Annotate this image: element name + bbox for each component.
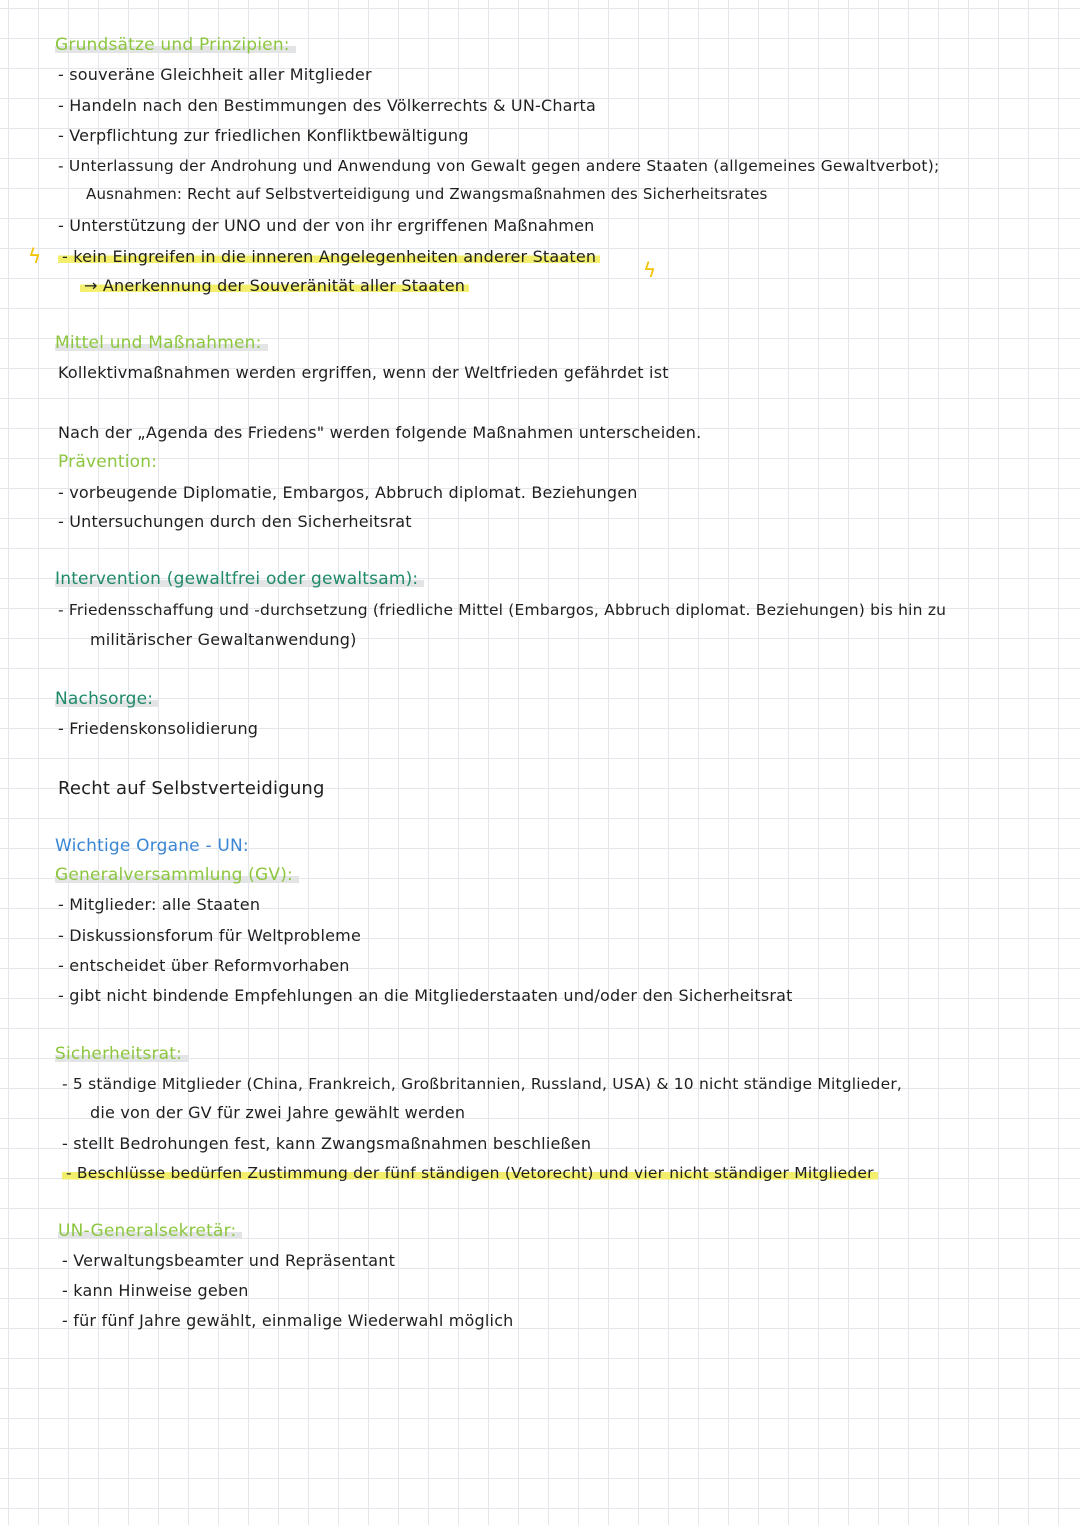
grundsaetze-item: Ausnahmen: Recht auf Selbstverteidigung und Zwangsmaßnahmen des Sicherheitsrates <box>86 185 768 203</box>
grundsaetze-item: - Unterstützung der UNO und der von ihr ergriffenen Maßnahmen <box>58 216 595 235</box>
nachsorge-heading: Nachsorge: <box>55 688 159 710</box>
praevention-item: - Untersuchungen durch den Sicherheitsrat <box>58 512 412 531</box>
praevention-item: - vorbeugende Diplomatie, Embargos, Abbruch diplomat. Beziehungen <box>58 483 638 502</box>
intervention-heading: Intervention (gewaltfrei oder gewaltsam): <box>55 568 424 590</box>
grundsaetze-heading: Grundsätze und Prinzipien: <box>55 34 296 56</box>
gs-item: - Verwaltungsbeamter und Repräsentant <box>62 1251 396 1270</box>
mittel-heading: Mittel und Maßnahmen: <box>55 332 268 354</box>
sr-item: - 5 ständige Mitglieder (China, Frankreich, Großbritannien, Russland, USA) & 10 nicht ständige Mitglieder, <box>62 1075 903 1093</box>
gv-item: - Diskussionsforum für Weltprobleme <box>58 926 361 945</box>
grundsaetze-item: - Verpflichtung zur friedlichen Konfliktbewältigung <box>58 126 469 145</box>
praevention-heading: Prävention: <box>58 452 158 472</box>
intervention-item: - Friedensschaffung und -durchsetzung (friedliche Mittel (Embargos, Abbruch diplomat. Beziehungen) bis hin zu <box>58 601 947 619</box>
sr-heading: Sicherheitsrat: <box>55 1043 188 1065</box>
grundsaetze-item: → Anerkennung der Souveränität aller Staaten <box>80 275 469 297</box>
lightning-icon: ϟ <box>28 244 42 268</box>
selbstverteidigung-text: Recht auf Selbstverteidigung <box>58 778 325 799</box>
gs-heading: UN-Generalsekretär: <box>58 1220 242 1242</box>
grundsaetze-item: - Unterlassung der Androhung und Anwendung von Gewalt gegen andere Staaten (allgemeines Gewaltverbot); <box>58 157 940 175</box>
intervention-item: militärischer Gewaltanwendung) <box>90 630 357 649</box>
gs-item: - kann Hinweise geben <box>62 1281 249 1300</box>
gs-item: - für fünf Jahre gewählt, einmalige Wiederwahl möglich <box>62 1311 514 1330</box>
organe-heading: Wichtige Organe - UN: <box>55 836 249 856</box>
grundsaetze-item: - Handeln nach den Bestimmungen des Völkerrechts & UN-Charta <box>58 96 596 115</box>
sr-item: die von der GV für zwei Jahre gewählt werden <box>90 1103 466 1122</box>
grundsaetze-item: - kein Eingreifen in die inneren Angelegenheiten anderer Staaten <box>58 246 600 268</box>
gv-heading: Generalversammlung (GV): <box>55 864 299 886</box>
nachsorge-item: - Friedenskonsolidierung <box>58 719 259 738</box>
gv-item: - gibt nicht bindende Empfehlungen an die Mitgliederstaaten und/oder den Sicherheitsrat <box>58 986 793 1005</box>
grundsaetze-item: - souveräne Gleichheit aller Mitglieder <box>58 65 372 84</box>
sr-item: - Beschlüsse bedürfen Zustimmung der fünf ständigen (Vetorecht) und vier nicht ständiger Mitglieder <box>62 1162 878 1184</box>
gv-item: - entscheidet über Reformvorhaben <box>58 956 350 975</box>
mittel-text: Kollektivmaßnahmen werden ergriffen, wenn der Weltfrieden gefährdet ist <box>58 363 669 382</box>
agenda-text: Nach der „Agenda des Friedens" werden folgende Maßnahmen unterscheiden. <box>58 423 702 442</box>
gv-item: - Mitglieder: alle Staaten <box>58 895 261 914</box>
sr-item: - stellt Bedrohungen fest, kann Zwangsmaßnahmen beschließen <box>62 1134 592 1153</box>
lightning-icon: ϟ <box>643 258 657 282</box>
